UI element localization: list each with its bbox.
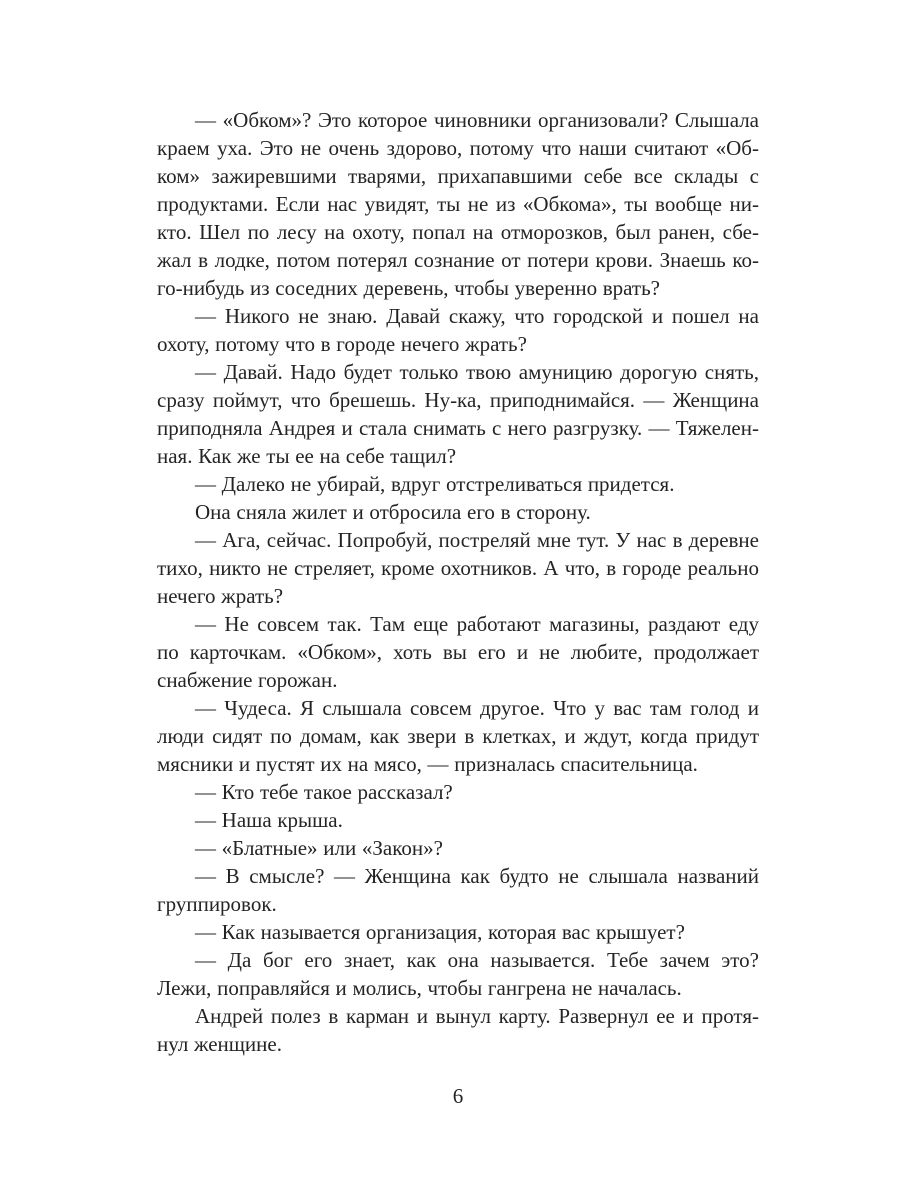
paragraph: Она сняла жилет и отбросила его в сторону. bbox=[195, 500, 591, 524]
paragraph: — Кто тебе такое рассказал? bbox=[195, 780, 453, 804]
text-block bbox=[157, 106, 759, 1058]
paragraph: — «Обком»? Это которое чиновники организовали? Слышала краем уха. Это не очень здорово, потому что наши считают «Обком» зажиревшими тварями, прихапавшими себе все склады с продуктами. Если нас увидят, ты не из «Обкома», ты вообще никто. Шел по лесу на охоту, попал на отморозков, был ранен, сбежал в лодке, потом потерял сознание от потери крови. Знаешь кого-нибудь из соседних деревень, чтобы уверенно врать? bbox=[157, 108, 759, 300]
paragraph: — Наша крыша. bbox=[195, 808, 343, 832]
paragraph: — «Блатные» или «Закон»? bbox=[195, 836, 443, 860]
paragraph: — Как называется организация, которая вас крышует? bbox=[195, 920, 685, 944]
paragraph: — Да бог его знает, как она называется. Тебе зачем это? Лежи, поправляйся и молись, чтобы гангрена не началась. bbox=[157, 948, 759, 1000]
paragraph: — Ага, сейчас. Попробуй, постреляй мне тут. У нас в деревне тихо, никто не стреляет, кроме охотников. А что, в городе реально нечего жрать? bbox=[157, 528, 759, 608]
paragraph: — Никого не знаю. Давай скажу, что городской и пошел на охоту, потому что в городе нечего жрать? bbox=[157, 304, 759, 356]
paragraph: — В смысле? — Женщина как будто не слышала названий группировок. bbox=[157, 864, 759, 916]
paragraph: — Чудеса. Я слышала совсем другое. Что у вас там голод и люди сидят по домам, как звери в клетках, и ждут, когда придут мясники и пустят их на мясо, — призналась спасительница. bbox=[157, 696, 759, 776]
page-number: 6 bbox=[452, 1084, 464, 1108]
paragraph: — Давай. Надо будет только твою амуницию дорогую снять, сразу поймут, что брешешь. Ну-ка, приподнимайся. — Женщина приподняла Андрея и стала снимать с него разгрузку. — Тяжеленная. Как же ты ее на себе тащил? bbox=[157, 360, 759, 468]
paragraph: Андрей полез в карман и вынул карту. Развернул ее и протянул женщине. bbox=[157, 1004, 759, 1056]
paragraph: — Далеко не убирай, вдруг отстреливаться придется. bbox=[195, 472, 675, 496]
paragraph: — Не совсем так. Там еще работают магазины, раздают еду по карточкам. «Обком», хоть вы его и не любите, продолжает снабжение горожан. bbox=[157, 612, 759, 692]
